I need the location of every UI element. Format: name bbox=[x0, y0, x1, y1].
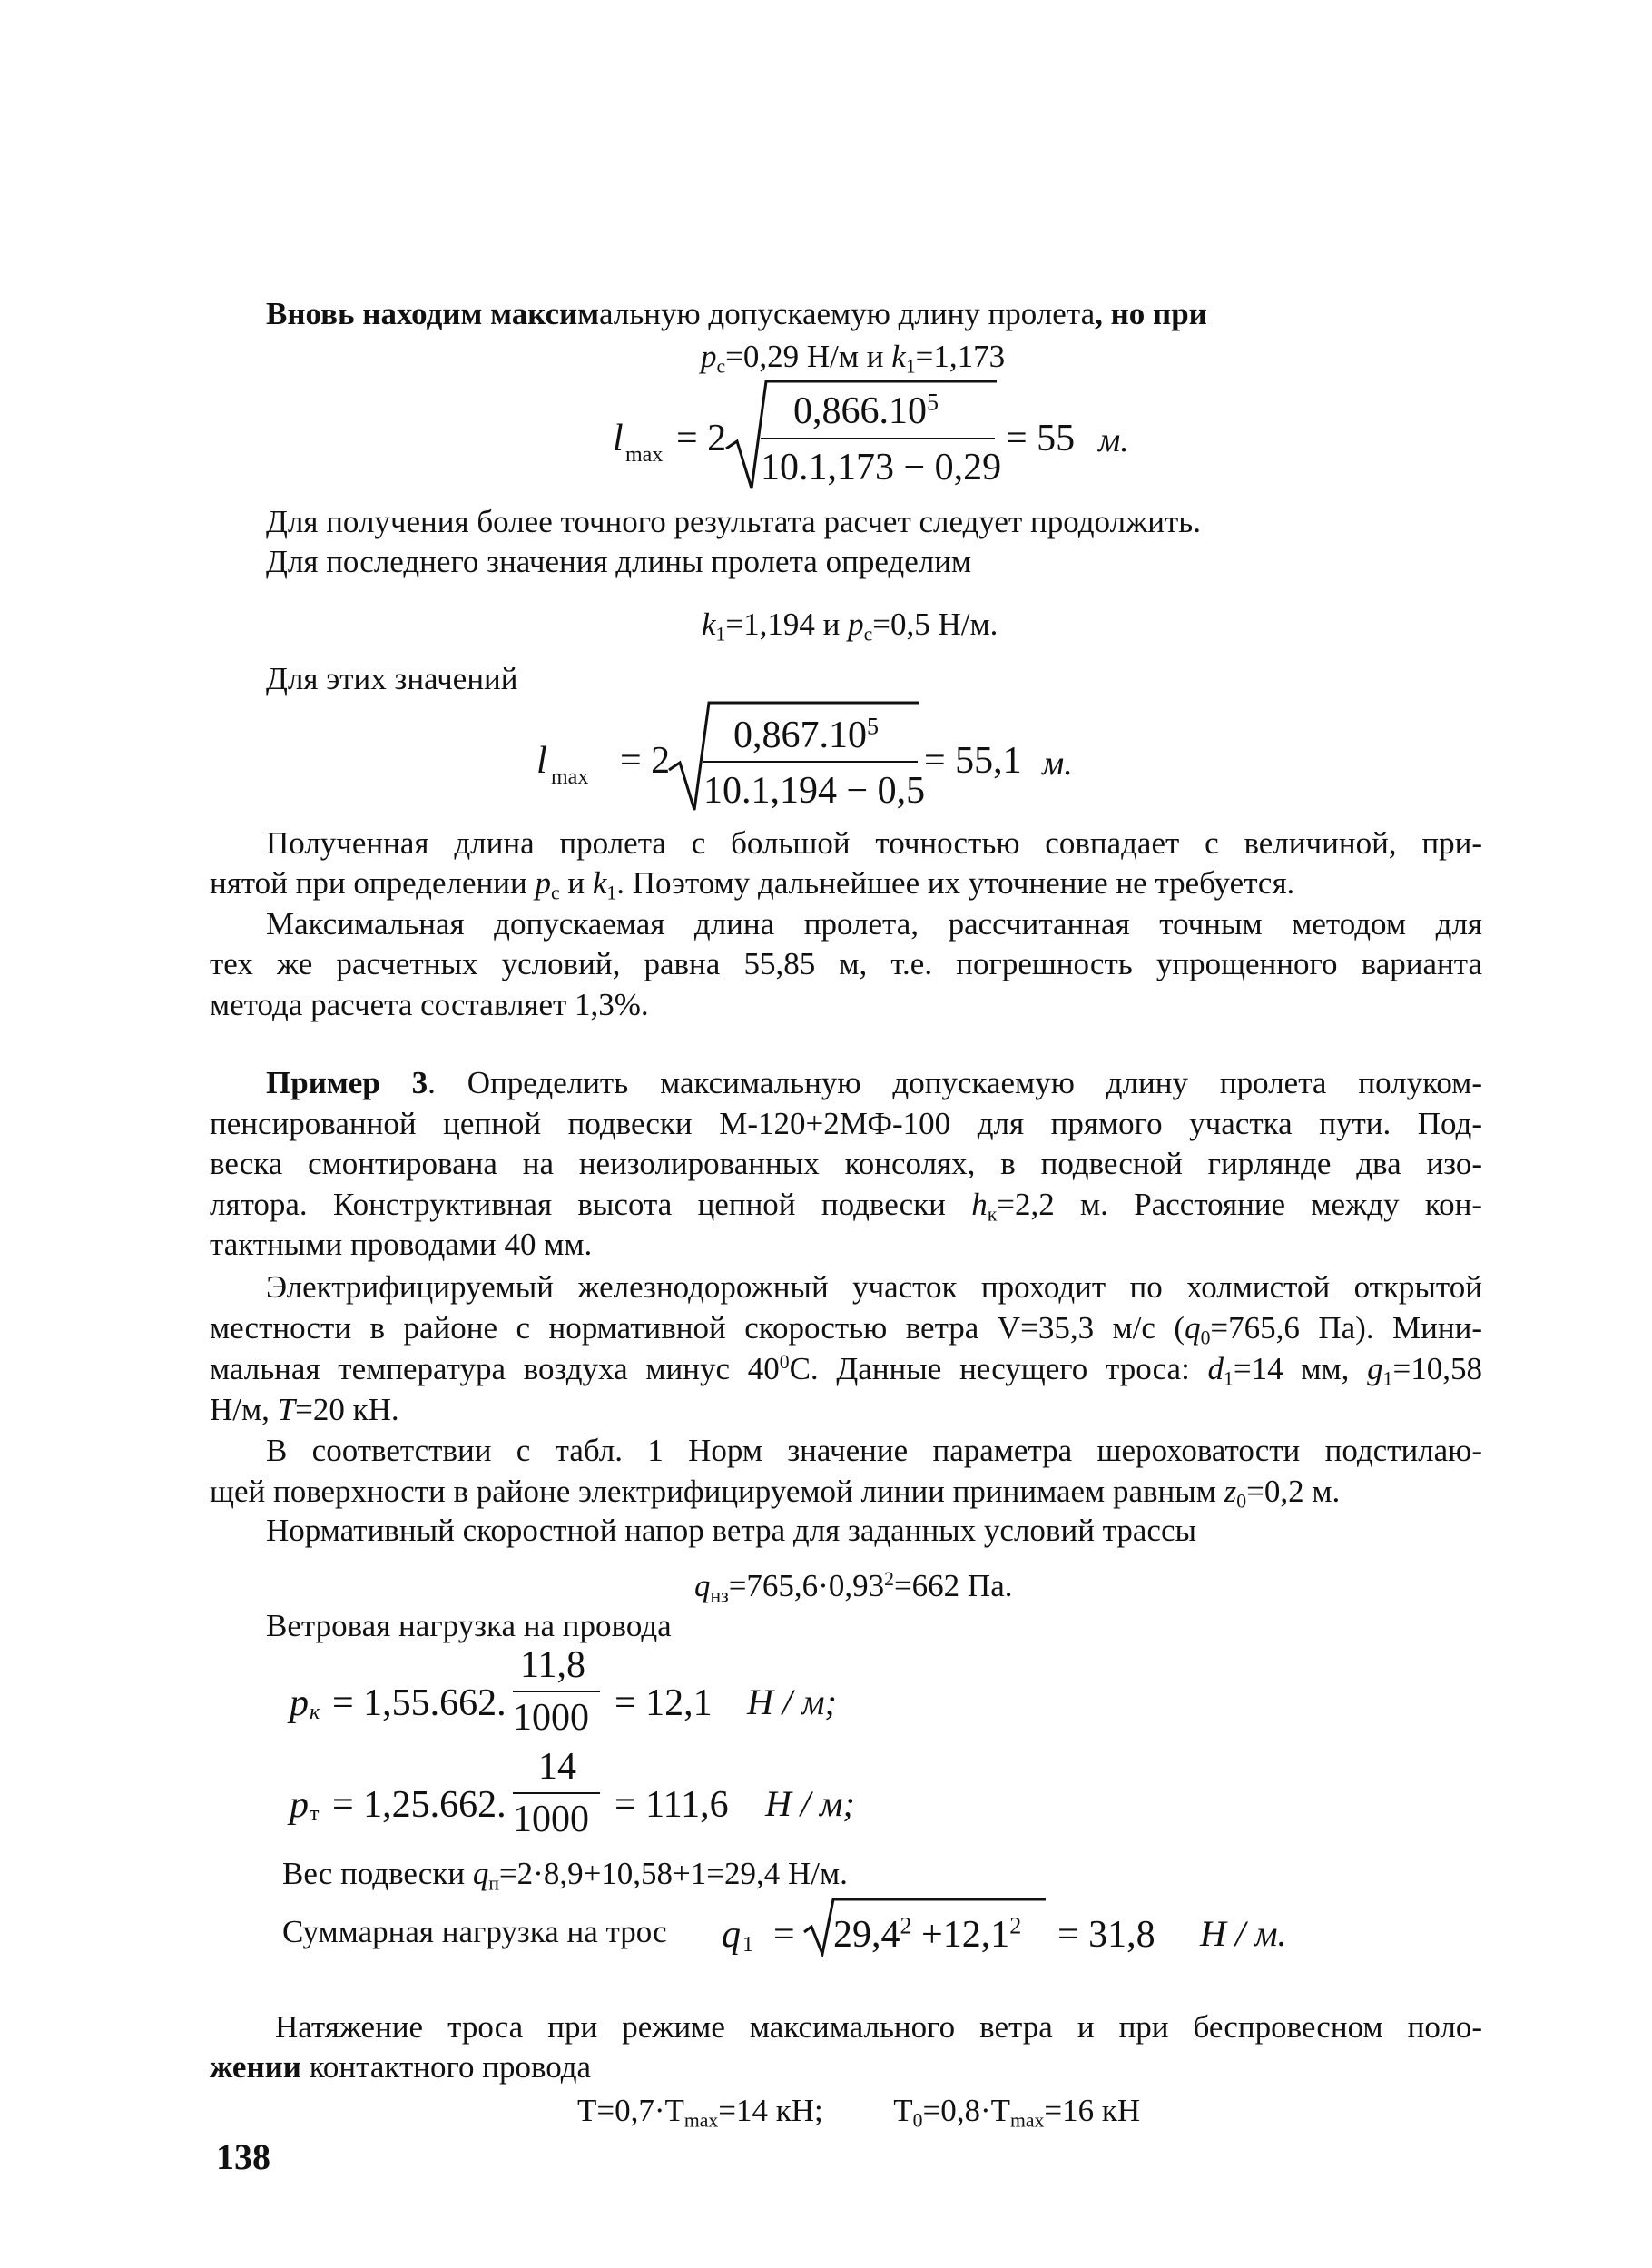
d1-subscript: 1 bbox=[1224, 1367, 1234, 1390]
f1-l: l bbox=[613, 418, 624, 459]
pk-lhs: = 1,55.662. bbox=[332, 1682, 506, 1724]
qnz-superscript: 2 bbox=[884, 1568, 894, 1591]
sum-exp-1: 2 bbox=[900, 1912, 912, 1939]
tension-values-line: $T=0,7\cdot T_{max}=14$ кН; $T_0=0,8\cdot T_{max}=16$ кН bbox=[577, 2093, 1141, 2132]
block2-line-2: Для последнего значения длины пролета определим bbox=[266, 544, 972, 579]
block3-line-1: Полученная длина пролета с большой точностью совпадает с величиной, при- bbox=[266, 825, 1482, 861]
tension-bold-word: жении bbox=[210, 2049, 301, 2085]
pk-fraction-bar bbox=[513, 1691, 600, 1692]
tmax-subscript-1: max bbox=[683, 2109, 719, 2132]
pc-symbol: p bbox=[701, 339, 717, 374]
pt-denominator: 1000 bbox=[513, 1799, 589, 1840]
pk-symbol: p bbox=[290, 1682, 309, 1724]
pt-subscript: т bbox=[310, 1802, 320, 1826]
k-pc-line bbox=[702, 606, 998, 646]
pt-lhs: = 1,25.662. bbox=[332, 1784, 506, 1826]
f2-l: l bbox=[536, 740, 547, 782]
sum-equals: = bbox=[773, 1914, 795, 1956]
sum-radicand: $29,4^2 +12,1^2$ bbox=[833, 1912, 1022, 1956]
sum-radical-sign bbox=[802, 1894, 1047, 1957]
tension-line-2: жении контактного провода bbox=[210, 2049, 592, 2085]
pc-value-2: =0,5 Н/м. bbox=[872, 606, 998, 642]
pc-value: =0,29 Н/м и bbox=[725, 339, 884, 374]
f2-numerator: 0,867.10$^5$ bbox=[733, 713, 880, 756]
tension-line-1: Натяжение троса при режиме максимального ветра и при беспровесном поло- bbox=[275, 2009, 1482, 2045]
example-label: Пример 3 bbox=[266, 1065, 428, 1100]
f2-fraction-bar bbox=[703, 761, 918, 763]
hk-symbol: h bbox=[971, 1187, 988, 1222]
qnz-subscript: нз bbox=[710, 1584, 729, 1607]
k-subscript-2: 1 bbox=[715, 623, 726, 646]
degree-superscript: 0 bbox=[779, 1351, 790, 1374]
f2-result: = 55,1 bbox=[924, 740, 1022, 782]
q1-subscript: 1 bbox=[742, 1933, 753, 1957]
pk-subscript: к bbox=[310, 1701, 320, 1724]
l2-k-subscript: 1 bbox=[606, 882, 617, 904]
k-symbol-2: k bbox=[702, 606, 716, 642]
f1-result: = 55 bbox=[1006, 418, 1076, 459]
block2-line-3: Для этих значений bbox=[266, 661, 518, 696]
qnz-symbol: q bbox=[694, 1568, 711, 1603]
k-symbol: k bbox=[891, 339, 906, 374]
wind-load-line: Ветровая нагрузка на провода bbox=[266, 1608, 672, 1643]
pt-numerator: 14 bbox=[538, 1746, 576, 1788]
example3-line-1: Пример 3. Определить максимальную допускаемую длину пролета полуком- bbox=[266, 1065, 1482, 1100]
example3-line-8: мальная температура воздуха минус $40^0С$. Данные несущего троса: $d_1=14$ мм, $g_1=10,58$ bbox=[210, 1351, 1483, 1390]
f2-radical-sign bbox=[667, 697, 921, 814]
intro-bold-1: Вновь находим bbox=[266, 296, 483, 331]
f2-denominator: 10.1,194 − 0,5 bbox=[703, 770, 926, 812]
pt-fraction-bar bbox=[513, 1792, 600, 1794]
k-value: =1,173 bbox=[915, 339, 1006, 374]
qnz-line: $q_{нз}=765,6\cdot 0,93^2=662$ Па. bbox=[694, 1568, 1013, 1607]
pk-result: = 12,1 bbox=[615, 1682, 713, 1724]
k-subscript: 1 bbox=[905, 355, 916, 378]
page-number: 138 bbox=[216, 2136, 270, 2177]
f2-lsub: max bbox=[551, 765, 589, 789]
q0-subscript: 0 bbox=[1200, 1326, 1211, 1349]
example3-line-11: щей поверхности в районе электрифицируемой линии принимаем равным $z_0=0,2$ м. bbox=[210, 1474, 1341, 1513]
condition-line bbox=[701, 339, 1006, 378]
qp-symbol: q bbox=[472, 1856, 489, 1891]
q1-symbol: q bbox=[722, 1914, 741, 1956]
z0-symbol: z bbox=[1224, 1474, 1237, 1509]
pc-subscript: c bbox=[716, 355, 726, 378]
example3-line-10: В соответствии с табл. 1 Норм значение параметра шероховатости подстилаю- bbox=[266, 1433, 1482, 1468]
pk-unit: Н / м; bbox=[747, 1681, 837, 1722]
f1-num-exponent: 5 bbox=[927, 389, 939, 416]
block3-line-3: Максимальная допускаемая длина пролета, рассчитанная точным методом для bbox=[266, 906, 1482, 942]
example3-line-2: пенсированной цепной подвески М-120+2МФ-100 для прямого участка пути. Под- bbox=[210, 1106, 1482, 1141]
q0-symbol: q bbox=[1185, 1310, 1201, 1346]
pc-subscript-2: c bbox=[863, 623, 873, 646]
pt-symbol: p bbox=[290, 1784, 309, 1826]
f2-num-exponent: 5 bbox=[867, 713, 880, 740]
pk-denominator: 1000 bbox=[513, 1697, 589, 1739]
f1-unit: м. bbox=[1098, 421, 1129, 459]
f1-denominator: 10.1,173 − 0,29 bbox=[761, 447, 1002, 488]
l2-pc-subscript: c bbox=[550, 882, 560, 904]
f2-coefficient: = 2 bbox=[620, 740, 671, 782]
tmax-subscript-2: max bbox=[1010, 2109, 1045, 2132]
example3-line-3: веска смонтирована на неизолированных консолях, в подвесной гирлянде два изо- bbox=[210, 1146, 1482, 1181]
sum-result: = 31,8 bbox=[1057, 1914, 1155, 1956]
intro-line bbox=[266, 298, 1207, 330]
example3-line-9: Н/м, T=20 кН. bbox=[210, 1392, 399, 1427]
t-symbol: T bbox=[277, 1392, 296, 1427]
k-value-2: =1,194 и bbox=[725, 606, 841, 642]
t0-subscript: 0 bbox=[912, 2109, 923, 2132]
intro-bold-3: , но при bbox=[1095, 296, 1207, 331]
f1-numerator: 0,866.10$^5$ bbox=[793, 389, 939, 432]
weight-line: Вес подвески $q_п=2\cdot 8,9+10,58+1=29,4$ Н/м. bbox=[282, 1856, 848, 1895]
block2-line-1: Для получения более точного результата расчет следует продолжить. bbox=[266, 504, 1201, 539]
pk-numerator: 11,8 bbox=[520, 1644, 585, 1686]
qp-subscript: п bbox=[488, 1872, 499, 1895]
example3-line-12: Нормативный скоростной напор ветра для заданных условий трассы bbox=[266, 1513, 1197, 1548]
l2-pc-symbol: p bbox=[535, 865, 551, 901]
sum-exp-2: 2 bbox=[1009, 1912, 1022, 1939]
example3-line-7: местности в районе с нормативной скоростью ветра V=35,3 м/с ($q_0=765,6$ Па). Мини- bbox=[210, 1310, 1483, 1349]
block3-line-4: тех же расчетных условий, равна 55,85 м, т.е. погрешность упрощенного варианта bbox=[210, 946, 1482, 981]
pc-symbol-2: p bbox=[848, 606, 864, 642]
intro-mid: альную допускаемую длину пролета bbox=[599, 296, 1096, 331]
pt-unit: Н / м; bbox=[765, 1783, 855, 1824]
sum-label: Суммарная нагрузка на трос bbox=[282, 1914, 667, 1949]
d1-symbol: d bbox=[1207, 1351, 1224, 1386]
intro-bold-2: максим bbox=[490, 296, 600, 331]
f1-radical-sign bbox=[724, 376, 998, 492]
f2-unit: м. bbox=[1042, 744, 1073, 783]
f1-lsub: max bbox=[625, 443, 664, 467]
example3-line-4: лятора. Конструктивная высота цепной подвески $h_к=2,2$ м. Расстояние между кон- bbox=[210, 1187, 1482, 1226]
pt-result: = 111,6 bbox=[615, 1784, 729, 1826]
block3-line-2: нятой при определении $p_c$ и $k_1$. Поэтому дальнейшее их уточнение не требуется. bbox=[210, 865, 1295, 904]
block3-line-5: метода расчета составляет 1,3%. bbox=[210, 987, 649, 1022]
example3-line-6: Электрифицируемый железнодорожный участок проходит по холмистой открытой bbox=[266, 1269, 1482, 1305]
example3-line-5: тактными проводами 40 мм. bbox=[210, 1227, 593, 1262]
hk-subscript: к bbox=[987, 1203, 998, 1226]
sum-unit: Н / м. bbox=[1200, 1913, 1287, 1954]
l2-k-symbol: k bbox=[592, 865, 607, 901]
f1-fraction-bar bbox=[761, 438, 995, 439]
g1-subscript: 1 bbox=[1382, 1367, 1393, 1390]
z0-subscript: 0 bbox=[1236, 1490, 1247, 1513]
f1-coefficient: = 2 bbox=[676, 418, 727, 459]
g1-symbol: g bbox=[1367, 1351, 1383, 1386]
